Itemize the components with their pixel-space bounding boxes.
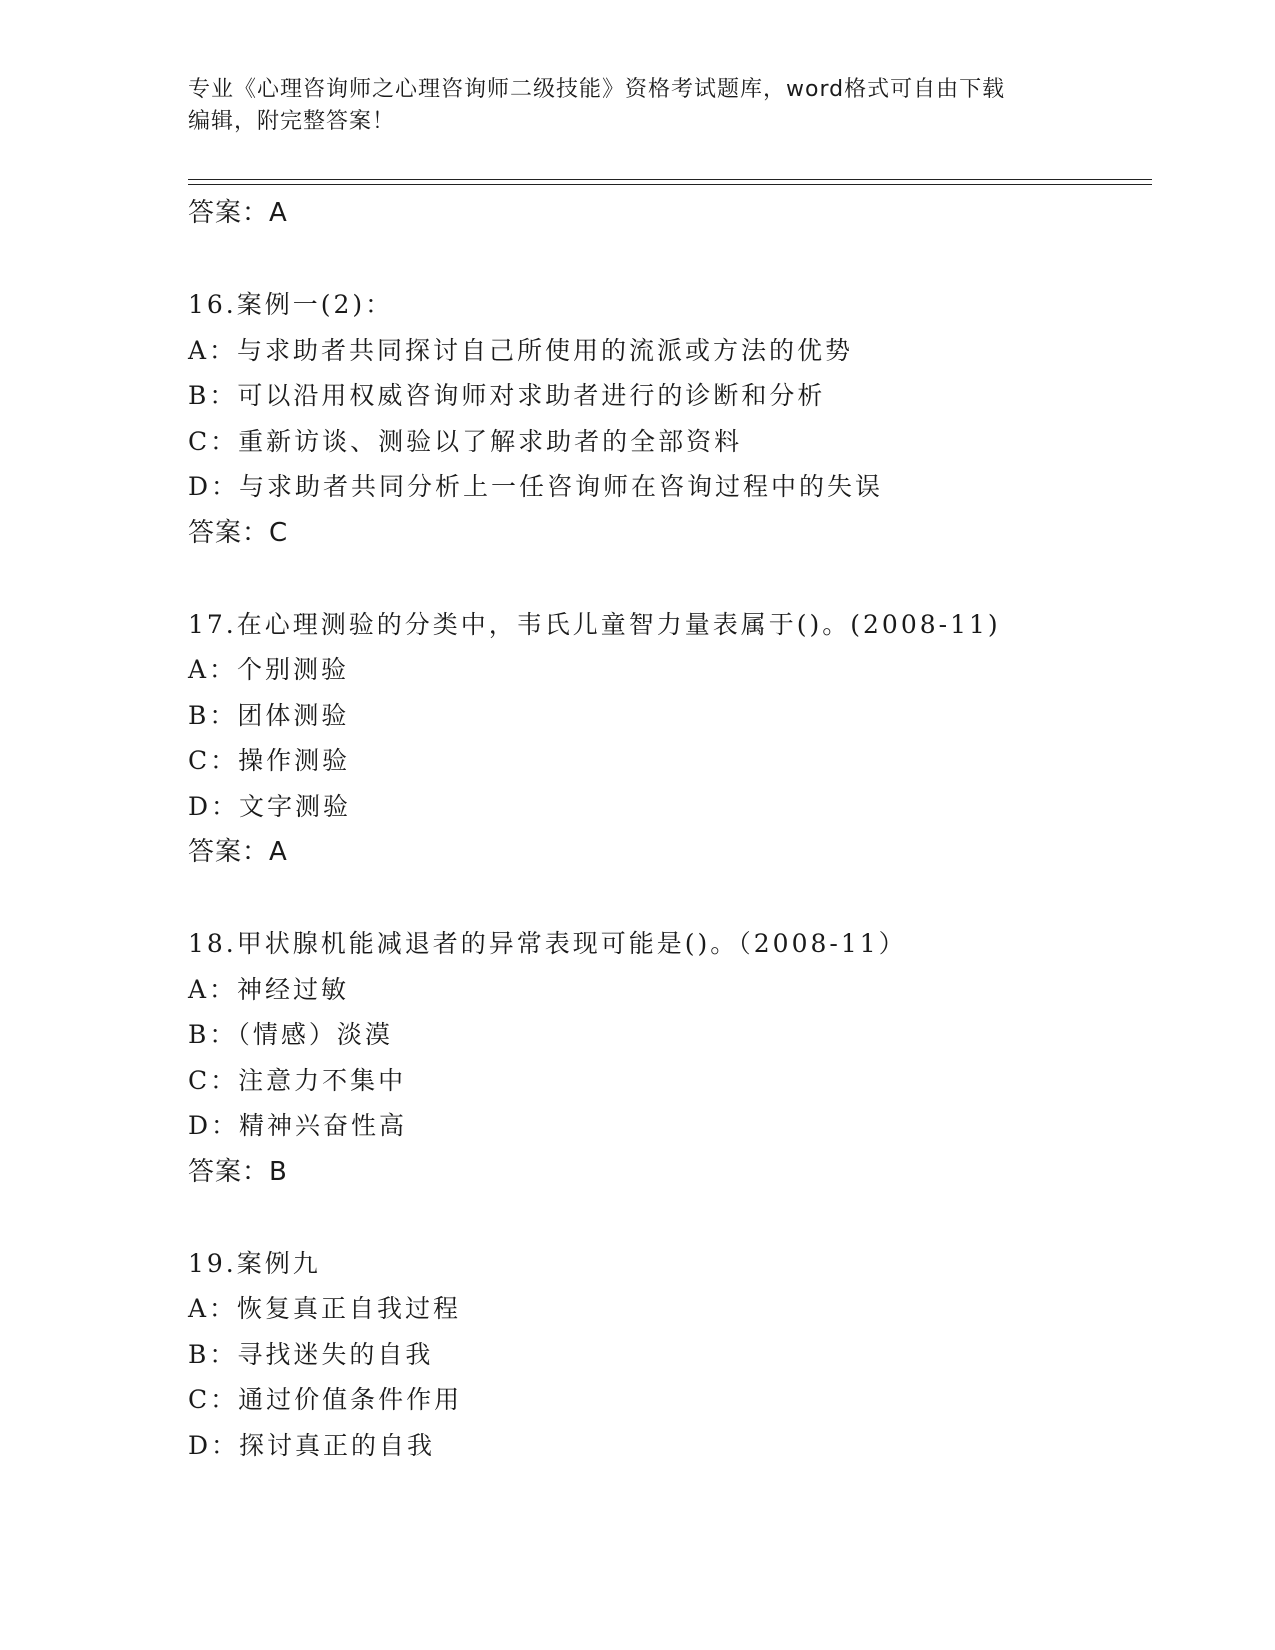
option-d: D：与求助者共同分析上一任咨询师在咨询过程中的失误 (188, 472, 884, 501)
answer-line: 答案：B (188, 1156, 288, 1187)
answer-line: 答案：A (188, 837, 288, 867)
option-d: D：精神兴奋性高 (188, 1111, 408, 1140)
question-18 (188, 921, 1152, 1195)
question-16 (188, 282, 1152, 556)
option-c: C：通过价值条件作用 (188, 1385, 463, 1414)
question-title: 18.甲状腺机能减退者的异常表现可能是()。（2008-11） (188, 929, 907, 958)
option-a: A：与求助者共同探讨自己所使用的流派或方法的优势 (188, 335, 854, 365)
header-line-2: 编辑，附完整答案！ (188, 109, 396, 134)
question-title: 19.案例九 (188, 1248, 321, 1278)
question-list (188, 190, 1152, 1468)
question-17 (188, 602, 1152, 876)
option-b: B：（情感）淡漠 (188, 1020, 393, 1049)
option-b: B：团体测验 (188, 700, 350, 730)
answer-line: 答案：A (188, 198, 288, 228)
option-b: B：寻找迷失的自我 (188, 1339, 434, 1369)
option-c: C：操作测验 (188, 746, 351, 775)
option-c: C：重新访谈、测验以了解求助者的全部资料 (188, 426, 743, 456)
header-divider-bottom (188, 184, 1152, 185)
option-d: D：探讨真正的自我 (188, 1430, 436, 1460)
header-divider-top (188, 179, 1152, 180)
question-19 (188, 1241, 1152, 1469)
option-c: C：注意力不集中 (188, 1065, 407, 1095)
option-b: B：可以沿用权威咨询师对求助者进行的诊断和分析 (188, 381, 826, 410)
header-line-1: 专业《心理咨询师之心理咨询师二级技能》资格考试题库，word格式可自由下载 (188, 77, 1006, 102)
option-a: A：个别测验 (188, 655, 350, 684)
option-a: A：神经过敏 (188, 974, 350, 1004)
question-title: 16.案例一(2)： (188, 290, 394, 319)
answer-line: 答案：C (188, 517, 289, 548)
document-header (188, 74, 1068, 138)
option-d: D：文字测验 (188, 791, 352, 821)
question-title: 17.在心理测验的分类中，韦氏儿童智力量表属于()。(2008-11) (188, 609, 1001, 639)
option-a: A：恢复真正自我过程 (188, 1294, 462, 1323)
